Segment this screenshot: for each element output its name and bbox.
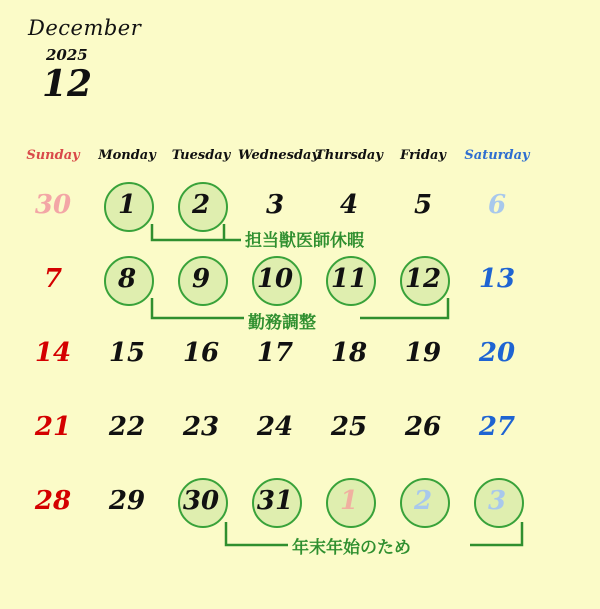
calendar-week-row (16, 316, 584, 390)
day-cell[interactable] (164, 168, 238, 242)
day-number: 6 (487, 190, 507, 220)
annotation-shift-adjust: 勤務調整 (248, 313, 316, 333)
day-number: 5 (413, 190, 433, 220)
day-cell[interactable] (238, 316, 312, 390)
day-cell[interactable] (164, 390, 238, 464)
day-cell[interactable] (16, 168, 90, 242)
day-cell[interactable] (312, 168, 386, 242)
day-number: 2 (191, 190, 211, 220)
day-number: 4 (339, 190, 359, 220)
day-cell[interactable] (460, 242, 534, 316)
month-number: 12 (42, 63, 93, 105)
day-number: 30 (182, 486, 220, 516)
day-cell[interactable] (90, 464, 164, 538)
day-cell[interactable] (16, 316, 90, 390)
weekday-header-cell (90, 140, 164, 168)
day-number: 19 (404, 338, 442, 368)
day-cell[interactable] (386, 242, 460, 316)
weekday-header-cell (16, 140, 90, 168)
day-cell[interactable] (164, 242, 238, 316)
day-number: 10 (256, 264, 294, 294)
day-cell[interactable] (386, 464, 460, 538)
day-number: 24 (256, 412, 294, 442)
day-cell[interactable] (386, 168, 460, 242)
weekday-label-friday: Friday (400, 148, 446, 163)
day-cell[interactable] (460, 316, 534, 390)
weekday-label-monday: Monday (98, 148, 156, 163)
calendar-week-row (16, 242, 584, 316)
day-number: 3 (265, 190, 285, 220)
day-number: 21 (34, 412, 72, 442)
day-number: 9 (191, 264, 211, 294)
calendar-header (28, 16, 142, 105)
day-cell[interactable] (90, 242, 164, 316)
day-cell[interactable] (238, 464, 312, 538)
calendar-week-row (16, 390, 584, 464)
day-number: 14 (34, 338, 72, 368)
weekday-header-cell (312, 140, 386, 168)
day-number: 7 (43, 264, 63, 294)
day-number: 3 (487, 486, 507, 516)
day-number: 1 (117, 190, 137, 220)
weekday-label-wednesday: Wednesday (238, 148, 320, 163)
day-number: 22 (108, 412, 146, 442)
day-number: 2 (413, 486, 433, 516)
day-cell[interactable] (164, 464, 238, 538)
day-cell[interactable] (238, 168, 312, 242)
day-number: 12 (404, 264, 442, 294)
day-cell[interactable] (16, 390, 90, 464)
day-cell[interactable] (460, 168, 534, 242)
day-number: 28 (34, 486, 72, 516)
day-cell[interactable] (16, 464, 90, 538)
day-number: 8 (117, 264, 137, 294)
weekday-header-cell (460, 140, 534, 168)
month-name-english: December (28, 16, 142, 40)
day-cell[interactable] (386, 316, 460, 390)
day-cell[interactable] (16, 242, 90, 316)
weekday-label-thursday: Thursday (315, 148, 383, 163)
day-number: 16 (182, 338, 220, 368)
day-number: 31 (256, 486, 294, 516)
weekday-label-saturday: Saturday (464, 148, 530, 163)
day-number: 18 (330, 338, 368, 368)
day-number: 25 (330, 412, 368, 442)
day-cell[interactable] (460, 464, 534, 538)
day-number: 20 (478, 338, 516, 368)
weekday-label-sunday: Sunday (26, 148, 80, 163)
day-number: 30 (34, 190, 72, 220)
day-number: 27 (478, 412, 516, 442)
day-number: 17 (256, 338, 294, 368)
day-cell[interactable] (238, 242, 312, 316)
annotation-year-end: 年末年始のため (292, 538, 411, 558)
day-number: 1 (339, 486, 359, 516)
year-label: 2025 (46, 46, 88, 64)
day-number: 26 (404, 412, 442, 442)
annotation-vet-leave: 担当獣医師休暇 (245, 231, 364, 251)
weekday-header-cell (164, 140, 238, 168)
weekday-header-cell (238, 140, 320, 168)
day-number: 15 (108, 338, 146, 368)
weekday-header-cell (386, 140, 460, 168)
weekday-label-tuesday: Tuesday (171, 148, 231, 163)
day-cell[interactable] (90, 168, 164, 242)
day-cell[interactable] (312, 390, 386, 464)
day-number: 11 (330, 264, 368, 294)
day-cell[interactable] (386, 390, 460, 464)
day-number: 23 (182, 412, 220, 442)
day-number: 13 (478, 264, 516, 294)
day-cell[interactable] (312, 242, 386, 316)
day-cell[interactable] (312, 464, 386, 538)
day-cell[interactable] (90, 390, 164, 464)
day-cell[interactable] (238, 390, 312, 464)
day-cell[interactable] (312, 316, 386, 390)
day-number: 29 (108, 486, 146, 516)
calendar-grid (16, 140, 584, 538)
day-cell[interactable] (460, 390, 534, 464)
day-cell[interactable] (164, 316, 238, 390)
calendar-week-row (16, 464, 584, 538)
day-cell[interactable] (90, 316, 164, 390)
calendar-week-row (16, 168, 584, 242)
weekday-header-row (16, 140, 584, 168)
